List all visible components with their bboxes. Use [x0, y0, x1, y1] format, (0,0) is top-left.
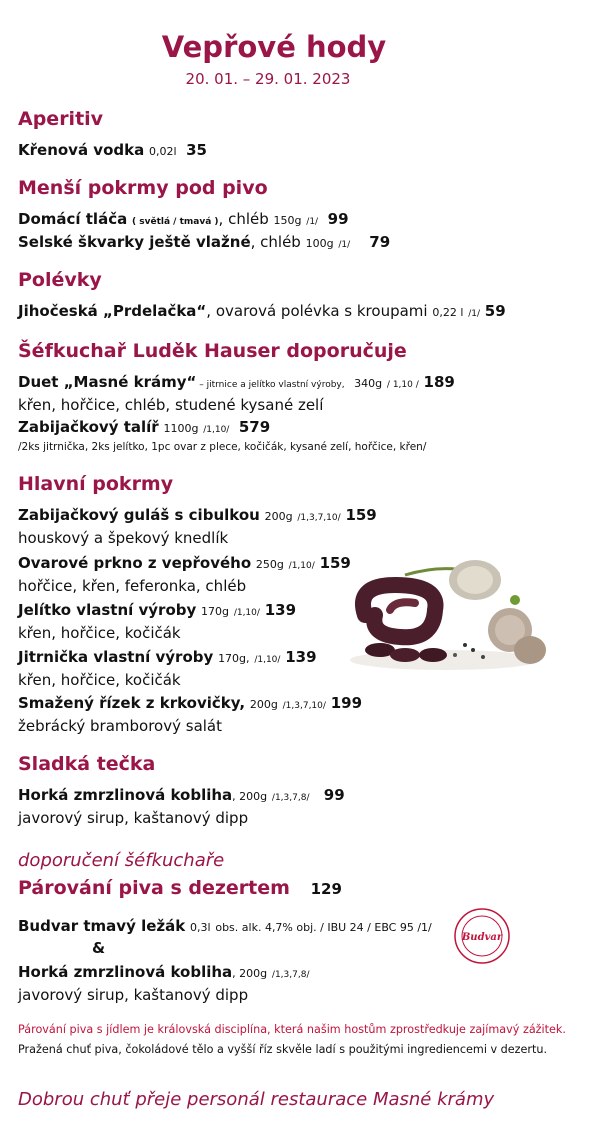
section-parovani-heading — [18, 877, 342, 899]
item-name: Zabijačkový guláš s cibulkou — [18, 506, 260, 524]
item-allergens: /1,10/ — [254, 655, 281, 665]
section-mensi-heading: Menší pokrmy pod pivo — [18, 177, 268, 199]
section-aperitiv-heading: Aperitiv — [18, 108, 104, 130]
item-desc: /2ks jitrnička, 2ks jelítko, 1pc ovar z plece, kočičák, kysané zelí, hořčice, křen/ — [18, 441, 427, 453]
item-price: 59 — [484, 302, 506, 320]
item-name: Jelítko vlastní výroby — [18, 601, 197, 619]
pairing-note: Pražená chuť piva, čokoládové tělo a vyšší říz skvěle ladí s použitými ingrediencemi v dezertu. — [18, 1043, 548, 1056]
item-sides: hořčice, křen, feferonka, chléb — [18, 577, 247, 595]
item-sides: žebrácký bramborový salát — [18, 717, 223, 735]
pairing-price: 129 — [310, 880, 342, 898]
item-allergens: /1,3,7,8/ — [271, 970, 310, 980]
item-allergens: /1/ — [468, 309, 480, 319]
item-desc: , ovarová polévka s kroupami — [206, 302, 428, 320]
item-name: Jitrnička vlastní výroby — [18, 648, 214, 666]
page-title: Vepřové hody — [161, 30, 387, 64]
item-price: 159 — [345, 506, 377, 524]
item-price: 35 — [186, 141, 207, 159]
item-qty: , 200g — [232, 790, 268, 803]
menu-item-jitrnicka — [18, 647, 317, 670]
pairing-note-red: Párování piva s jídlem je královská disciplína, která našim hostům zprostředkuje zajímavý zážitek. — [18, 1023, 566, 1036]
item-price: 99 — [327, 210, 349, 228]
item-price: 79 — [369, 233, 391, 251]
footer-greeting: Dobrou chuť přeje personál restaurace Masné krámy — [18, 1089, 495, 1110]
item-side: , chléb — [218, 210, 269, 228]
item-name: Horká zmrzlinová kobliha — [18, 963, 233, 981]
item-sides: křen, hořčice, kočičák — [18, 671, 181, 689]
item-allergens: /1,3,7,8/ — [271, 793, 310, 803]
ampersand: & — [92, 939, 106, 957]
event-dates: 20. 01. – 29. 01. 2023 — [185, 70, 351, 88]
chef-recommendation-intro: doporučení šéfkuchaře — [18, 850, 225, 871]
menu-item-gulas — [18, 505, 377, 528]
item-price: 189 — [423, 373, 455, 391]
item-sides: javorový sirup, kaštanový dipp — [18, 809, 249, 827]
item-sides: křen, hořčice, chléb, studené kysané zelí — [18, 396, 324, 414]
item-allergens: / 1,10 / — [386, 380, 419, 390]
item-name: Selské škvarky ještě vlažné — [18, 233, 251, 251]
section-polevky-heading: Polévky — [18, 269, 102, 291]
item-name: Horká zmrzlinová kobliha — [18, 786, 233, 804]
item-allergens: /1,10/ — [288, 561, 315, 571]
item-qty: 1100g — [163, 422, 199, 435]
item-price: 99 — [323, 786, 345, 804]
menu-item-kobliha — [18, 785, 345, 808]
item-note: ( světlá / tmavá ) — [132, 217, 219, 227]
item-allergens: /1,3,7,10/ — [297, 513, 341, 523]
item-allergens: /1/ — [306, 217, 319, 227]
item-price: 139 — [264, 601, 297, 619]
item-price: 199 — [330, 694, 363, 712]
item-volume: 0,3l — [190, 921, 211, 934]
item-name: Křenová vodka — [18, 141, 145, 159]
item-qty: 150g — [273, 214, 302, 227]
menu-item-krenova-vodka — [18, 140, 207, 162]
item-name: Smažený řízek z krkovičky, — [18, 694, 246, 712]
item-qty: 170g — [201, 605, 230, 618]
item-desc: – jitrnice a jelítko vlastní výroby, — [196, 380, 345, 390]
item-qty: , 200g — [232, 967, 268, 980]
menu-item-budvar — [18, 916, 432, 938]
sausage-photo — [345, 555, 550, 675]
item-name: Domácí tláča — [18, 210, 128, 228]
item-qty: 0,22 l — [432, 306, 464, 319]
item-allergens: /1/ — [338, 240, 351, 250]
item-name: Zabijačkový talíř — [18, 418, 159, 436]
menu-item-prdelacka — [18, 301, 506, 324]
section-title: Párování piva s dezertem — [18, 877, 290, 899]
item-qty: 200g — [264, 510, 293, 523]
item-sides: houskový a špekový knedlík — [18, 529, 229, 547]
menu-item-tlaca — [18, 209, 349, 232]
item-name: Duet „Masné krámy“ — [18, 373, 197, 391]
item-details: obs. alk. 4,7% obj. / IBU 24 / EBC 95 /1/ — [215, 921, 432, 934]
item-qty: 100g — [305, 237, 334, 250]
item-name: Jihočeská „Prdelačka“ — [18, 302, 207, 320]
item-qty: 0,02l — [149, 145, 177, 158]
menu-item-pairing-kobliha — [18, 962, 309, 985]
item-qty: 250g — [255, 558, 284, 571]
section-chef-heading: Šéfkuchař Luděk Hauser doporučuje — [18, 340, 407, 362]
stamp-brand: Budvar — [461, 932, 503, 943]
item-price: 139 — [285, 648, 317, 666]
item-name: Ovarové prkno z vepřového — [18, 554, 252, 572]
menu-item-duet — [18, 372, 455, 395]
item-name: Budvar tmavý ležák — [18, 917, 186, 935]
item-sides: křen, hořčice, kočičák — [18, 624, 181, 642]
menu-item-jelitko — [18, 600, 296, 623]
item-qty: 200g — [249, 698, 278, 711]
item-qty: 340g — [354, 377, 383, 390]
section-sladka-heading: Sladká tečka — [18, 753, 156, 775]
menu-item-skvarky — [18, 232, 390, 255]
item-qty: 170g, — [218, 652, 250, 665]
section-hlavni-heading: Hlavní pokrmy — [18, 473, 174, 495]
budvar-stamp-logo — [453, 907, 511, 965]
item-price: 159 — [319, 554, 351, 572]
item-price: 579 — [238, 418, 271, 436]
menu-item-rizek — [18, 693, 362, 716]
item-allergens: /1,10/ — [233, 608, 260, 618]
item-allergens: /1,10/ — [203, 425, 230, 435]
item-side: , chléb — [250, 233, 301, 251]
item-allergens: /1,3,7,10/ — [282, 701, 326, 711]
menu-item-ovarove-prkno — [18, 553, 351, 576]
item-sides: javorový sirup, kaštanový dipp — [18, 986, 249, 1004]
